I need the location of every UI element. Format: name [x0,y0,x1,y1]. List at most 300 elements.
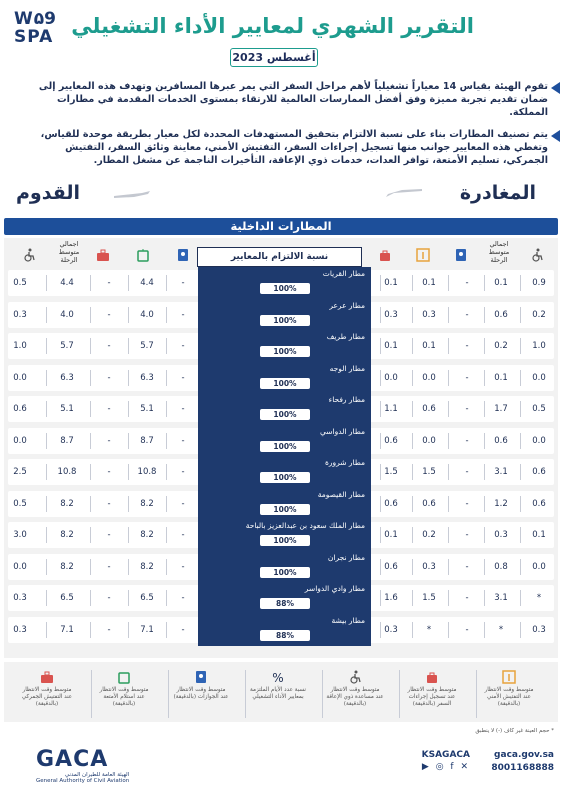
cell-a-baggage: - [107,404,111,414]
column-divider [90,622,91,638]
cell-a-dash: - [181,309,185,320]
legend-item [480,670,538,708]
column-divider [166,464,167,480]
cell-d-checkin: 0.6 [384,498,398,509]
column-divider [412,433,413,449]
column-divider [90,496,91,512]
column-divider [46,622,47,638]
cell-a-baggage: - [107,530,111,540]
airport-name: مطار الدواسي [319,426,365,436]
column-divider [520,370,521,386]
contact-info [491,749,554,775]
cell-a-passport: 7.1 [140,624,154,635]
cell-d-x: - [465,498,469,509]
column-divider [520,622,521,638]
cell-d-total: 0.6 [532,498,546,509]
cell-a-passport: 8.2 [140,498,154,509]
intro-bullet-2 [38,128,548,167]
table-row [8,302,554,328]
cell-d-pass: 3.1 [494,593,508,603]
column-divider [520,401,521,417]
column-divider [128,496,129,512]
column-divider [46,464,47,480]
column-divider [484,559,485,575]
cell-d-total: 0.0 [532,435,546,446]
cell-a-customs: 8.2 [60,530,74,540]
column-divider [448,275,449,291]
arrivals-label: القدوم [16,182,81,204]
cell-d-total: 0.9 [532,278,546,288]
column-divider [448,527,449,543]
column-divider [46,401,47,417]
period-badge: أغسطس 2023 [230,48,318,67]
legend-divider [399,670,400,718]
cell-d-security: 0.2 [422,530,436,540]
cell-a-customs: 10.8 [57,467,77,477]
legend-text: متوسط وقت الانتظار عند الجوازات (بالدقيقة) [173,687,229,700]
airport-name: مطار الوجه [329,363,365,373]
intro-bullet-1 [38,80,548,119]
cell-d-checkin: 0.1 [384,530,398,540]
table-row [8,554,554,580]
gaca-logo [36,747,129,784]
column-divider [412,370,413,386]
legend-item [326,670,384,708]
page-title: التقرير الشهري لمعايير الأداء التشغيلي [71,14,474,38]
column-divider [90,370,91,386]
social-block [400,749,470,772]
column-divider [90,401,91,417]
phone-number[interactable]: 8001168888 [491,763,554,773]
legend-text: متوسط وقت الانتظار عند التفتيش الجمركي (بالدقيقة) [21,687,73,707]
gaca-arabic-name: الهيئة العامة للطيران المدني [64,772,130,778]
column-divider [128,370,129,386]
column-divider [412,275,413,291]
column-divider [128,559,129,575]
cell-a-baggage: - [107,435,111,446]
cell-d-checkin: 1.5 [384,467,398,477]
legend-item [18,670,76,708]
column-divider [46,307,47,323]
column-divider [128,464,129,480]
cell-a-total: 0.5 [13,498,27,509]
airport-compliance-box [198,393,371,425]
cell-d-total: 0.2 [532,309,546,320]
table-row [8,333,554,359]
airport-name: مطار طريف [326,332,365,341]
airport-name: مطار الملك سعود بن عبدالعزيز بالباحة [245,521,365,530]
airport-compliance-box [198,519,371,551]
column-divider [128,622,129,638]
cell-a-passport: 5.7 [140,341,154,351]
cell-d-checkin: 1.1 [384,404,398,414]
column-divider [166,527,167,543]
cell-a-total: 2.5 [13,467,27,477]
baggage-claim-icon [117,670,131,684]
compliance-percent: 100% [260,378,310,389]
domestic-airports-band: المطارات الداخلية [4,218,558,235]
column-divider [484,275,485,291]
compliance-percent: 100% [260,535,310,546]
cell-a-passport: 4.4 [140,278,154,288]
legend-text: متوسط وقت الانتظار عند تسجيل إجراءات السفر (بالدقيقة) [407,687,457,707]
logo-line-1: W۵9 [14,9,56,29]
column-divider [166,622,167,638]
compliance-percent: 100% [260,283,310,294]
cell-d-total: 0.0 [532,561,546,572]
svg-text:%: % [272,671,284,684]
column-divider [128,338,129,354]
departures-label: المغادرة [459,182,536,204]
column-divider [448,307,449,323]
cell-a-dash: - [181,467,185,477]
cell-d-pass: 1.2 [494,498,508,509]
column-divider [128,590,129,606]
cell-d-pass: 0.2 [494,341,508,351]
social-handle[interactable]: KSAGACA [421,750,470,760]
airport-compliance-box [198,614,371,646]
cell-a-baggage: - [107,624,111,635]
cell-a-baggage: - [107,278,111,288]
cell-a-customs: 5.7 [60,341,74,351]
column-divider [412,496,413,512]
compliance-header: نسبة الالتزام بالمعايير [197,247,362,267]
column-divider [46,275,47,291]
cell-a-dash: - [181,278,185,288]
checkin-icon [425,670,439,684]
column-divider [412,307,413,323]
cell-d-x: - [465,404,469,414]
cell-a-baggage: - [107,498,111,509]
percent-icon [271,670,285,684]
table-row [8,428,554,454]
airport-compliance-box [198,551,371,583]
column-divider [520,590,521,606]
column-divider [90,433,91,449]
column-divider [166,338,167,354]
cell-d-security: 0.6 [422,498,436,509]
column-divider [412,527,413,543]
compliance-percent: 100% [260,346,310,357]
column-divider [90,559,91,575]
legend-divider [91,670,92,718]
cell-d-x: - [465,372,469,383]
column-divider [484,527,485,543]
airport-name: مطار نجران [327,552,365,562]
cell-a-customs: 5.1 [60,404,74,414]
cell-a-passport: 8.7 [140,435,154,446]
column-divider [484,307,485,323]
column-divider [520,307,521,323]
column-divider [166,275,167,291]
column-divider [412,622,413,638]
cell-a-customs: 6.5 [60,593,74,603]
cell-a-baggage: - [107,593,111,603]
airport-compliance-box [198,488,371,520]
airport-name: مطار عرعر [329,300,365,310]
arrival-total-header: اجمالي متوسط الرحلة [58,240,80,264]
column-divider [520,527,521,543]
column-divider [90,464,91,480]
cell-d-security: 0.1 [422,278,436,288]
airport-compliance-box [198,362,371,394]
customs-icon [40,670,54,684]
column-divider [448,401,449,417]
airport-compliance-box [198,267,371,299]
cell-a-baggage: - [107,561,111,572]
table-row [8,617,554,643]
cell-a-total: 0.3 [13,309,27,320]
column-divider [166,590,167,606]
column-divider [520,464,521,480]
airport-compliance-box [198,582,371,614]
table-row [8,585,554,611]
column-divider [448,559,449,575]
wheelchair-icon [22,248,36,262]
column-divider [166,307,167,323]
table-row [8,396,554,422]
cell-a-baggage: - [107,309,111,320]
cell-a-passport: 6.3 [140,372,154,383]
social-icons[interactable]: ▶ ◎ f ✕ [421,762,470,772]
cell-a-customs: 4.4 [60,278,74,288]
cell-d-checkin: 0.3 [384,309,398,320]
legend-item [95,670,153,708]
airport-name: مطار بيشة [331,615,365,625]
gaca-english-name: General Authority of Civil Aviation [36,778,130,784]
cell-d-x: - [465,278,469,288]
cell-a-total: 0.0 [13,372,27,383]
legend-text: متوسط وقت الانتظار عند التفتيش الأمني (بالدقيقة) [484,687,534,707]
table-row [8,522,554,548]
column-divider [90,338,91,354]
column-divider [166,559,167,575]
table-row [8,270,554,296]
cell-d-security: 0.1 [422,341,436,351]
column-divider [90,307,91,323]
cell-d-total: 0.1 [532,530,546,540]
cell-a-customs: 4.0 [60,309,74,320]
cell-d-x: - [465,467,469,477]
cell-d-x: - [465,624,469,635]
column-divider [90,590,91,606]
cell-a-customs: 8.2 [60,561,74,572]
cell-a-passport: 6.5 [140,593,154,603]
column-divider [520,275,521,291]
column-divider [484,464,485,480]
baggage-claim-icon [136,248,150,262]
column-divider [448,590,449,606]
column-divider [412,464,413,480]
cell-d-checkin: 0.0 [384,372,398,383]
cell-d-pass: 0.8 [494,561,508,572]
cell-d-pass: 0.3 [494,530,508,540]
cell-a-total: 0.0 [13,435,27,446]
bullet-arrow-icon [551,130,560,142]
table-row [8,491,554,517]
column-divider [448,464,449,480]
cell-a-dash: - [181,624,185,635]
cell-a-customs: 8.2 [60,498,74,509]
column-divider [412,590,413,606]
column-divider [46,338,47,354]
column-divider [520,496,521,512]
cell-d-security: 0.6 [422,404,436,414]
passport-icon [194,670,208,684]
legend-divider [245,670,246,718]
column-divider [448,338,449,354]
column-divider [484,590,485,606]
compliance-percent: 100% [260,409,310,420]
column-divider [520,338,521,354]
cell-a-total: 3.0 [13,530,27,540]
airport-compliance-box [198,456,371,488]
column-divider [448,622,449,638]
cell-d-checkin: 0.3 [384,624,398,635]
column-divider [412,401,413,417]
legend-divider [322,670,323,718]
cell-d-total: 0.6 [532,467,546,477]
column-divider [520,433,521,449]
cell-d-security: 0.0 [422,435,436,446]
passport-icon [176,248,190,262]
cell-d-checkin: 1.6 [384,593,398,603]
column-divider [484,433,485,449]
cell-d-checkin: 0.6 [384,561,398,572]
cell-a-dash: - [181,530,185,540]
legend-text: متوسط وقت الانتظار عند مساعدة ذوي الإعاقة (بالدقيقة) [326,687,384,707]
cell-a-dash: - [181,435,185,446]
column-divider [412,559,413,575]
cell-d-pass: * [498,624,504,635]
cell-a-baggage: - [107,467,111,477]
cell-d-total: 0.5 [532,404,546,414]
airport-compliance-box [198,330,371,362]
intro-text-2: يتم تصنيف المطارات بناء على نسبة الالتزام بتحقيق المستهدفات المحددة لكل معيار بطريقة موحدة للقياس، وتغطي هذه المعايير جوانب منها تسجيل إجراءات السفر، التفتيش الأمني، معاينة وثائق السفر، التفتيش الجمركي، تسليم الأمتعة، توافر العدات، خدمات ذوي الإعاقة، التأخيرات الناجمة عن مشغل المطار. [40,129,548,166]
cell-d-x: - [465,530,469,540]
airport-name: مطار وادي الدواسر [304,584,365,593]
vision-logo [14,10,60,48]
cell-a-dash: - [181,341,185,351]
legend-text: نسبة عدد الأيام الملتزمة بمعايير الأداء التشغيلي [250,687,306,700]
cell-d-x: - [465,341,469,351]
cell-d-security: 1.5 [422,593,436,603]
column-divider [484,370,485,386]
wheelchair-icon [348,670,362,684]
cell-a-dash: - [181,561,185,572]
column-divider [128,307,129,323]
column-divider [46,433,47,449]
column-divider [520,559,521,575]
column-divider [128,433,129,449]
cell-d-checkin: 0.1 [384,341,398,351]
cell-a-passport: 10.8 [137,467,157,477]
cell-d-pass: 1.7 [494,404,508,414]
airport-compliance-box [198,299,371,331]
legend-text: متوسط وقت الانتظار عند استلام الأمتعة (بالدقيقة) [99,687,149,707]
column-divider [46,527,47,543]
column-divider [166,401,167,417]
column-divider [484,496,485,512]
cell-d-pass: 3.1 [494,467,508,477]
column-divider [448,496,449,512]
cell-d-security: 0.0 [422,372,436,383]
footnote: * حجم العينة غير كاف (-) لا ينطبق [475,728,554,734]
cell-a-passport: 8.2 [140,561,154,572]
bullet-arrow-icon [551,82,560,94]
column-divider [484,338,485,354]
cell-d-total: 1.0 [532,341,546,351]
column-divider [448,433,449,449]
cell-d-x: - [465,309,469,320]
website-link[interactable]: gaca.gov.sa [494,750,554,760]
airport-name: مطار شرورة [324,458,365,467]
cell-d-x: - [465,561,469,572]
column-divider [128,275,129,291]
cell-d-x: - [465,593,469,603]
security-gate-icon [416,248,430,262]
cell-a-passport: 4.0 [140,309,154,320]
cell-a-dash: - [181,498,185,509]
cell-a-total: 0.5 [13,278,27,288]
compliance-percent: 100% [260,441,310,452]
cell-d-total: * [536,593,542,603]
column-divider [166,433,167,449]
cell-d-security: 1.5 [422,467,436,477]
security-icon [502,670,516,684]
table-row [8,365,554,391]
column-divider [46,590,47,606]
cell-a-dash: - [181,593,185,603]
compliance-percent: 100% [260,472,310,483]
cell-a-total: 0.0 [13,561,27,572]
cell-d-security: * [426,624,432,635]
table-row [8,459,554,485]
cell-d-total: 0.3 [532,624,546,635]
cell-d-pass: 0.1 [494,372,508,383]
cell-d-x: - [465,435,469,446]
cell-d-security: 0.3 [422,561,436,572]
column-divider [46,496,47,512]
arrival-plane-icon [112,190,152,200]
column-divider [484,401,485,417]
compliance-percent: 88% [260,630,310,641]
column-divider [46,559,47,575]
legend-item [249,670,307,701]
cell-d-pass: 0.1 [494,278,508,288]
column-divider [166,496,167,512]
compliance-percent: 100% [260,567,310,578]
legend-divider [476,670,477,718]
column-divider [90,275,91,291]
cell-a-customs: 6.3 [60,372,74,383]
column-divider [128,401,129,417]
passport-icon [454,248,468,262]
cell-a-dash: - [181,404,185,414]
gaca-wordmark: GACA [36,747,109,772]
cell-a-total: 0.3 [13,593,27,603]
intro-text-1: تقوم الهيئة بقياس 14 معياراً تشغيلياً لأهم مراحل السفر التي يمر عبرها المسافرين وتهدف هذه المعايير إلى ضمان تقديم تجربة مميزة وفق أفضل الممارسات العالمية للارتقاء بمستوى الخدمات المقدمة في مطارات المملكة. [38,81,548,118]
cell-a-baggage: - [107,341,111,351]
column-divider [412,338,413,354]
column-divider [46,370,47,386]
cell-a-customs: 8.7 [60,435,74,446]
column-divider [128,527,129,543]
logo-line-2: SPA [14,27,54,47]
cell-d-total: 0.0 [532,372,546,383]
airport-name: مطار القيصومة [317,489,365,499]
legend-item [172,670,230,701]
